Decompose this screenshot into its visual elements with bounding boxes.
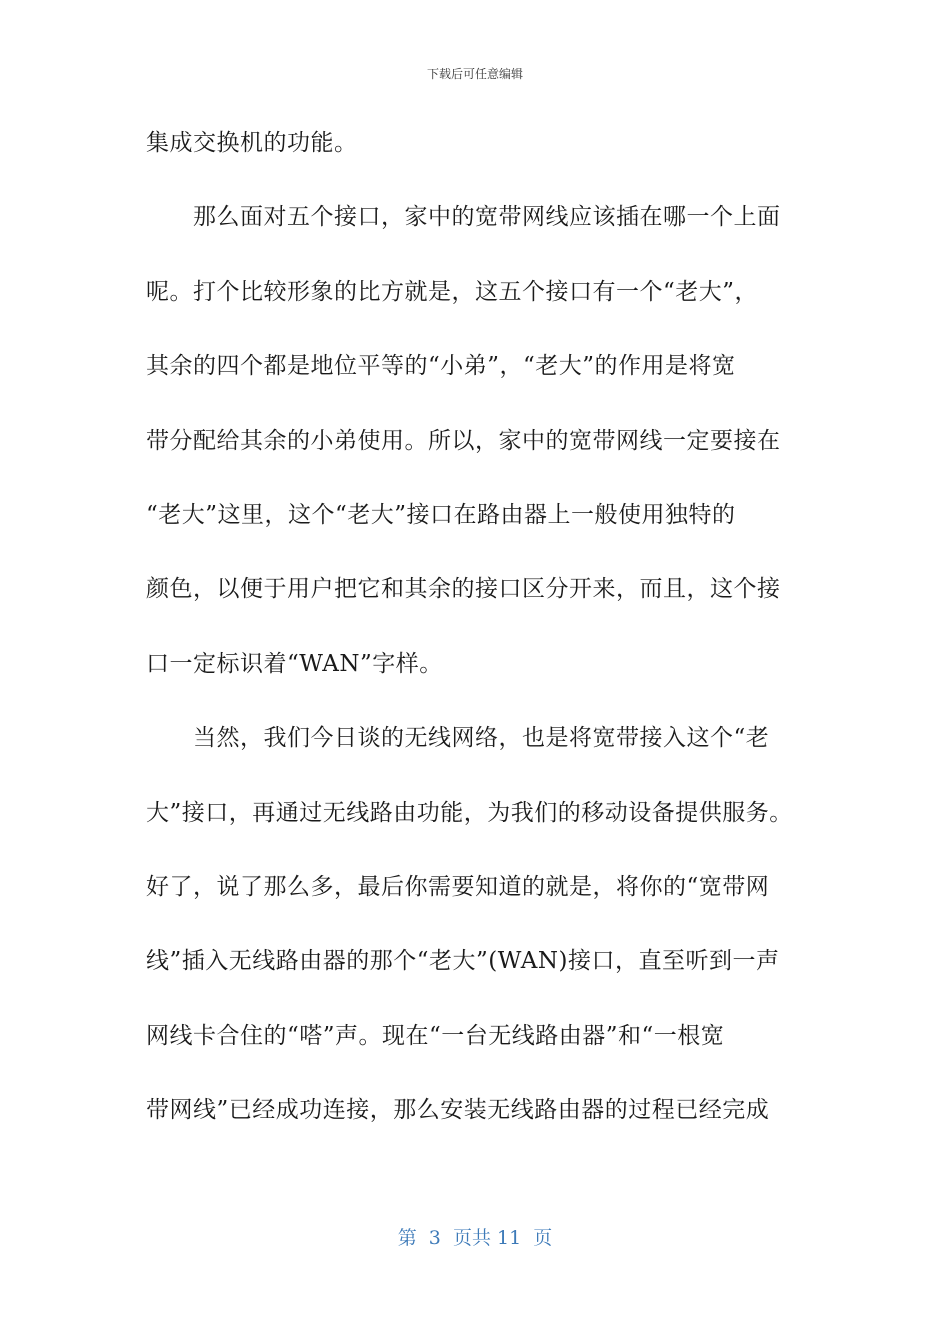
page-header: 下载后可任意编辑 — [426, 67, 523, 81]
text-line: 好了，说了那么多，最后你需要知道的就是，将你的“宽带网 — [146, 873, 770, 900]
text-line: 线”插入无线路由器的那个“老大”(WAN)接口，直至听到一声 — [146, 948, 780, 975]
text-line: 呢。打个比较形象的比方就是，这五个接口有一个“老大”， — [146, 278, 759, 305]
text-line: 当然，我们今日谈的无线网络，也是将宽带接入这个“老 — [193, 725, 770, 752]
text-line: 带分配给其余的小弟使用。所以，家中的宽带网线一定要接在 — [146, 427, 781, 454]
text-line: 口一定标识着“WAN”字样。 — [146, 650, 443, 677]
text-line: 带网线”已经成功连接，那么安装无线路由器的过程已经完成 — [146, 1097, 770, 1124]
text-line: 集成交换机的功能。 — [146, 130, 358, 156]
text-line: 网线卡合住的“嗒”声。现在“一台无线路由器”和“一根宽 — [146, 1022, 725, 1049]
page-number-footer: 第 3 页共 11 页 — [397, 1227, 553, 1249]
document-body — [146, 118, 806, 1159]
text-line: 颜色，以便于用户把它和其余的接口区分开来，而且，这个接 — [146, 576, 781, 603]
text-line: “老大”这里，这个“老大”接口在路由器上一般使用独特的 — [146, 501, 736, 528]
text-line: 大”接口，再通过无线路由功能，为我们的移动设备提供服务。 — [146, 799, 793, 826]
text-line: 其余的四个都是地位平等的“小弟”，“老大”的作用是将宽 — [146, 353, 736, 380]
text-line: 那么面对五个接口，家中的宽带网线应该插在哪一个上面 — [193, 204, 781, 231]
